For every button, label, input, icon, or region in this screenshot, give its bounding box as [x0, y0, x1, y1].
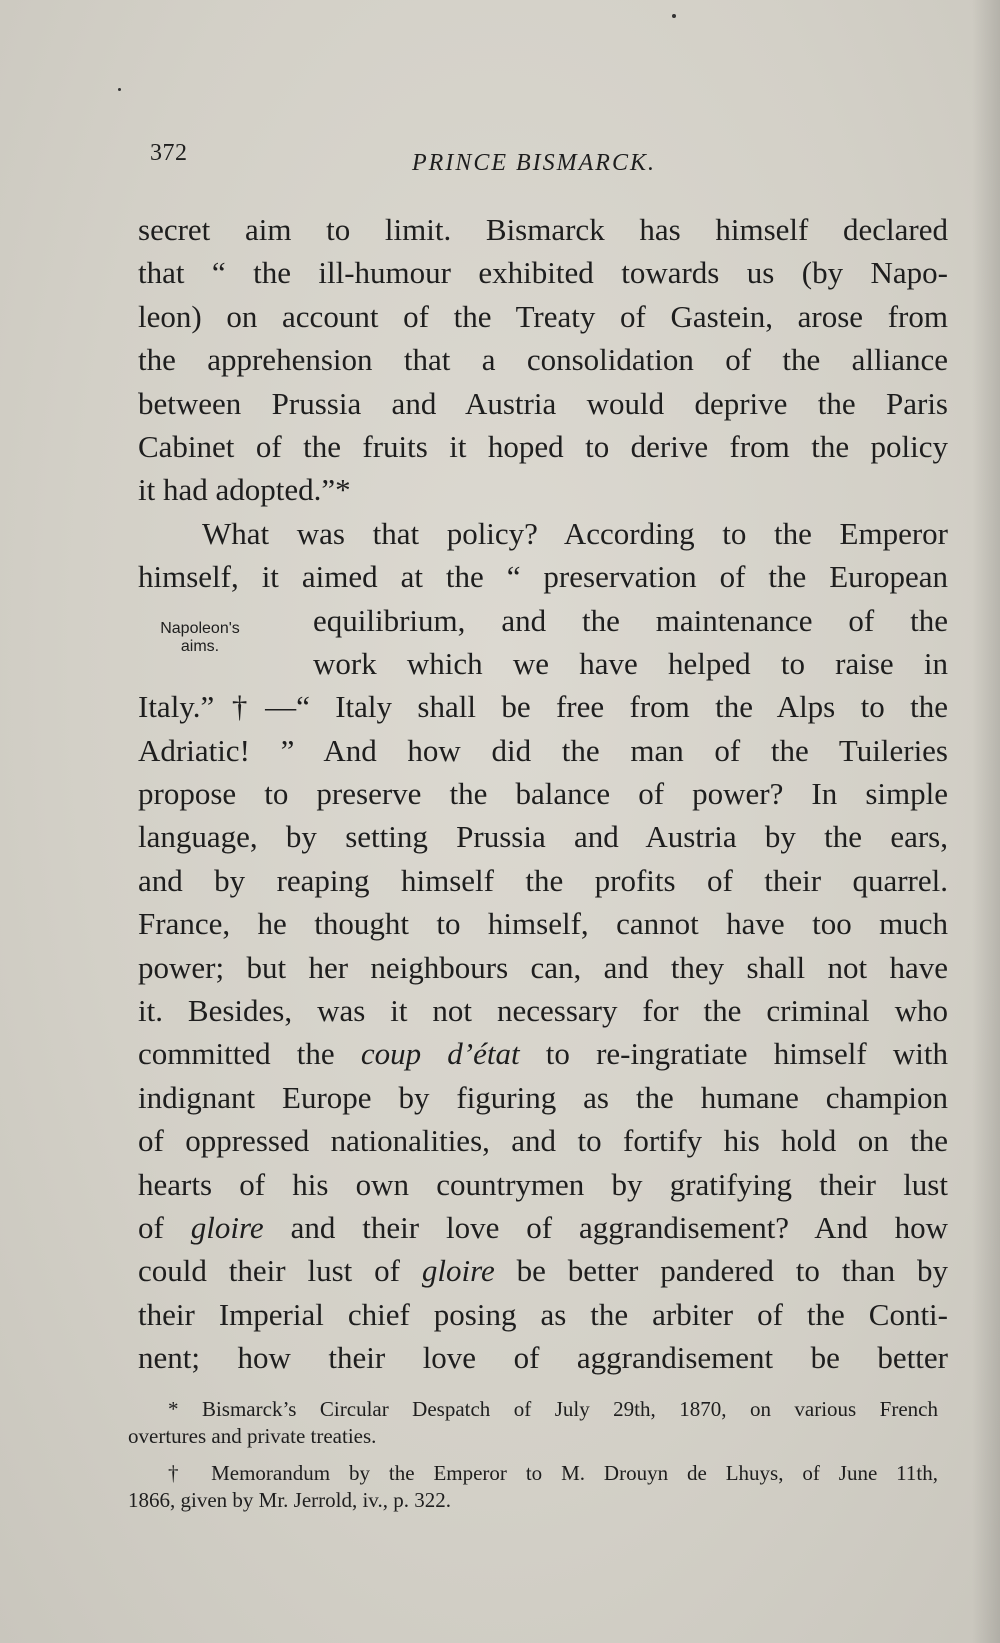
text-line: power; but her neighbours can, and they shall not have — [138, 949, 948, 985]
speck-mark — [672, 14, 676, 18]
text-line: Italy.”†—“ Italy shall be free from the Alps to the — [138, 689, 948, 725]
text-run: could their lust of — [138, 1253, 422, 1289]
footnote-line: 1866, given by Mr. Jerrold, iv., p. 322. — [128, 1488, 451, 1512]
speck-mark — [118, 88, 121, 91]
text-line: it. Besides, was it not necessary for the criminal who — [138, 993, 948, 1029]
running-title: PRINCE BISMARCK. — [412, 150, 656, 176]
text-line: himself, it aimed at the “ preservation of the European — [138, 559, 948, 595]
text-line: propose to preserve the balance of power? In simple — [138, 776, 948, 812]
text-line — [138, 1249, 948, 1292]
text-run: be better pandered to than by — [494, 1253, 948, 1289]
text-line: work which we have helped to raise in — [313, 645, 948, 681]
text-line: hearts of his own countrymen by gratifying their lust — [138, 1166, 948, 1202]
text-line: that “ the ill-humour exhibited towards us (by Napo- — [138, 255, 948, 291]
text-line — [138, 1206, 948, 1249]
footnote-line: overtures and private treaties. — [128, 1424, 377, 1448]
margin-note-line: Napoleon's — [160, 620, 240, 637]
footnote-line: † Memorandum by the Emperor to M. Drouyn de Lhuys, of June 11th, — [168, 1461, 938, 1485]
text-line: of oppressed nationalities, and to fortify his hold on the — [138, 1123, 948, 1159]
text-line: leon) on account of the Treaty of Gastein, arose from — [138, 298, 948, 334]
text-line: it had adopted.”* — [138, 472, 351, 508]
text-line: language, by setting Prussia and Austria by the ears, — [138, 819, 948, 855]
italic-phrase: coup d’état — [360, 1036, 520, 1072]
text-line: equilibrium, and the maintenance of the — [313, 602, 948, 638]
text-line: between Prussia and Austria would deprive the Paris — [138, 385, 948, 421]
text-line: their Imperial chief posing as the arbiter of the Conti- — [138, 1296, 948, 1332]
text-line: Cabinet of the fruits it hoped to derive from the policy — [138, 428, 948, 464]
text-line: indignant Europe by figuring as the humane champion — [138, 1079, 948, 1115]
paragraph-start-line: What was that policy? According to the Emperor — [202, 515, 948, 551]
text-run: and their love of aggrandisement? And how — [263, 1209, 948, 1245]
text-line — [138, 1032, 948, 1075]
text-line: nent; how their love of aggrandisement be better — [138, 1340, 948, 1376]
text-line: the apprehension that a consolidation of the alliance — [138, 342, 948, 378]
body-text — [138, 208, 948, 1380]
page-number: 372 — [150, 140, 188, 166]
text-run: to re-ingratiate himself with — [519, 1036, 948, 1072]
page-header — [150, 140, 710, 180]
text-line: Adriatic! ” And how did the man of the Tuileries — [138, 732, 948, 768]
text-line: secret aim to limit. Bismarck has himself declared — [138, 212, 948, 247]
text-run: committed the — [138, 1036, 361, 1072]
text-line: France, he thought to himself, cannot have too much — [138, 906, 948, 942]
text-run: of — [138, 1209, 191, 1245]
italic-phrase: gloire — [190, 1209, 264, 1245]
footnote-line: * Bismarck’s Circular Despatch of July 29th, 1870, on various French — [168, 1397, 938, 1421]
text-line: and by reaping himself the profits of their quarrel. — [138, 862, 948, 898]
margin-note-line: aims. — [180, 638, 220, 655]
footnotes — [128, 1396, 938, 1514]
italic-phrase: gloire — [421, 1253, 495, 1289]
page-edge-shadow — [972, 0, 1000, 1643]
